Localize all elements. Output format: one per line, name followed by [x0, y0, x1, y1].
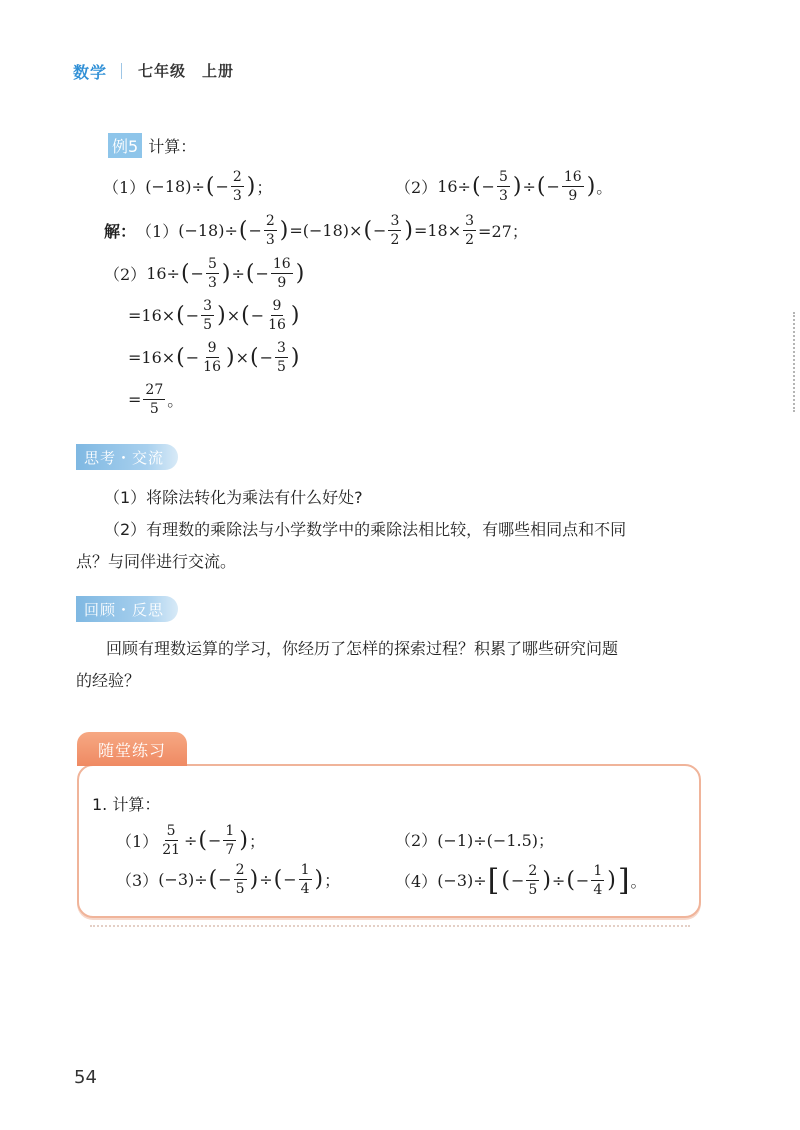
- fraction: $\frac{1}{4}$: [593, 863, 603, 898]
- solution-2-row-1: （2） 16÷ ( − $\frac{5}{3}$ ) ÷ ( − $\frac{16}{9}$ ): [104, 256, 305, 291]
- think-question-1: （1）将除法转化为乘法有什么好处?: [104, 488, 363, 507]
- think-discuss-tag: 思考・交流: [76, 444, 178, 470]
- fraction: $\frac{3}{5}$: [203, 298, 213, 333]
- practice-item-1: （1） $\frac{5}{21}$ ÷ ( − $\frac{1}{7}$ ) ；: [116, 823, 265, 858]
- example-heading: [108, 133, 196, 158]
- practice-item-3: （3） (−3)÷ ( − $\frac{2}{5}$ ) ÷ ( − $\frac{1}{4}$ ) ；: [116, 862, 341, 897]
- practice-tab: 随堂练习: [77, 732, 187, 766]
- think-question-2: （2）有理数的乘除法与小学数学中的乘除法相比较，有哪些相同点和不同: [104, 520, 627, 539]
- example-badge: 例5: [108, 133, 142, 158]
- fraction: $\frac{9}{16}$: [203, 340, 221, 375]
- fraction: $\frac{16}{9}$: [272, 256, 291, 291]
- fraction: $\frac{5}{3}$: [207, 256, 217, 291]
- fraction: $\frac{9}{16}$: [268, 298, 286, 333]
- margin-mark: [793, 312, 797, 412]
- review-reflect-tag: 回顾・反思: [76, 596, 178, 622]
- review-text-1: 回顾有理数运算的学习，你经历了怎样的探索过程？积累了哪些研究问题: [106, 639, 619, 658]
- fraction: $\frac{5}{3}$: [498, 169, 508, 204]
- header-grade: 七年级 上册: [138, 62, 235, 80]
- example-q2: （2） 16 ÷ ( − $\frac{5}{3}$ ) ÷ ( − $\frac{16}{9}$ ) 。: [395, 169, 613, 204]
- review-text-2: 的经验？: [76, 671, 141, 690]
- fraction: $\frac{2}{5}$: [528, 863, 538, 898]
- header-subject: 数学: [73, 63, 108, 82]
- example-q1: （1） (−18) ÷ ( − $\frac{2}{3}$ ) ；: [103, 169, 273, 204]
- fraction: $\frac{2}{3}$: [265, 213, 275, 248]
- fraction: $\frac{3}{2}$: [390, 213, 400, 248]
- fraction: $\frac{3}{5}$: [277, 340, 286, 375]
- solution-2-row-3: =16× ( − $\frac{9}{16}$ ) × ( − $\frac{3}{5}$ ): [128, 340, 300, 375]
- solution-line-1: 解： （1） (−18) ÷ ( − $\frac{2}{3}$ ) =(−18)× ( − $\frac{3}{2}$ ) =18× $\frac{3}{2}$ =27；: [104, 213, 528, 248]
- fraction: $\frac{5}{21}$: [162, 823, 181, 858]
- think-question-2-cont: 点？与同伴进行交流。: [76, 552, 237, 571]
- solution-2-row-4: = $\frac{27}{5}$ 。: [128, 382, 184, 417]
- solution-2-row-2: =16× ( − $\frac{3}{5}$ ) × ( − $\frac{9}{16}$ ): [128, 298, 300, 333]
- practice-item-4: （4） (−3)÷ [ ( − $\frac{2}{5}$ ) ÷ ( − $\frac{1}{4}$ ) ] 。: [395, 863, 647, 898]
- decorative-dots: [90, 925, 690, 927]
- practice-title: 1. 计算：: [92, 795, 161, 814]
- fraction: $\frac{1}{7}$: [225, 823, 235, 858]
- fraction: $\frac{16}{9}$: [563, 169, 582, 204]
- fraction: $\frac{27}{5}$: [145, 382, 164, 417]
- practice-item-2: （2） (−1)÷(−1.5)；: [395, 831, 555, 850]
- header-divider: [121, 63, 122, 79]
- page-number: 54: [74, 1067, 97, 1088]
- fraction: $\frac{2}{3}$: [232, 169, 242, 204]
- fraction: $\frac{2}{5}$: [235, 862, 245, 897]
- example-prompt: 计算：: [148, 137, 197, 156]
- fraction: $\frac{1}{4}$: [300, 862, 310, 897]
- fraction: $\frac{3}{2}$: [465, 213, 475, 248]
